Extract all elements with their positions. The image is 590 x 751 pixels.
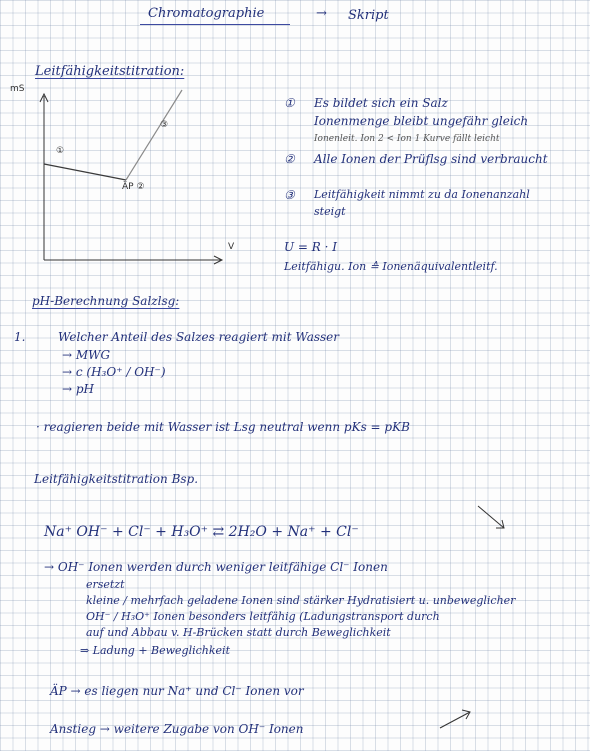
note-3-line-1: Leitfähigkeit nimmt zu da Ionenanzahl: [314, 188, 530, 201]
graph-label-2: ÄP ②: [122, 182, 145, 192]
section3-anstieg-line: Anstieg → weitere Zugabe von OH⁻ Ionen: [50, 722, 304, 736]
section3-line-4: OH⁻ / H₃O⁺ Ionen besonders leitfähig (Ladungstransport durch: [86, 610, 440, 623]
margin-arrow-down-icon: [478, 506, 504, 528]
margin-arrow-up-icon: [440, 710, 470, 728]
note-1-line-2: Ionenmenge bleibt ungefähr gleich: [314, 114, 529, 128]
section3-line-2: ersetzt: [86, 578, 125, 591]
section2-bullet-ph: → pH: [62, 382, 95, 396]
formula-conductivity: Leitfähigu. Ion ≙ Ionenäquivalentleitf.: [284, 260, 498, 273]
page-title: Chromatographie: [148, 6, 265, 21]
section2-item-number: 1.: [14, 330, 26, 344]
note-3-number: ③: [284, 188, 295, 202]
note-3-line-2: steigt: [314, 205, 346, 218]
note-2-line-1: Alle Ionen der Prüflsg sind verbraucht: [314, 152, 548, 166]
section2-title: pH-Berechnung Salzlsg:: [32, 294, 180, 308]
section2-bullet-mwg: → MWG: [62, 348, 111, 362]
graph-y-label: mS: [10, 84, 25, 94]
section1-title: Leitfähigkeitstitration:: [35, 64, 185, 79]
header-arrow: →: [316, 6, 327, 21]
note-1-line-3: Ionenleit. Ion 2 < Ion 1 Kurve fällt leicht: [314, 134, 500, 144]
note-2-number: ②: [284, 152, 295, 166]
section3-line-6: ⇒ Ladung + Beweglichkeit: [80, 644, 230, 657]
section3-line-3: kleine / mehrfach geladene Ionen sind stärker Hydratisiert u. unbeweglicher: [86, 594, 516, 607]
section3-equation: Na⁺ OH⁻ + Cl⁻ + H₃O⁺ ⇄ 2H₂O + Na⁺ + Cl⁻: [44, 524, 359, 540]
header-script: Skript: [348, 8, 389, 23]
graph-x-label: V: [228, 242, 235, 252]
section3-line-1: → OH⁻ Ionen werden durch weniger leitfähige Cl⁻ Ionen: [44, 560, 388, 574]
section2-note: · reagieren beide mit Wasser ist Lsg neutral wenn pKs = pKB: [36, 420, 410, 434]
formula-ohm: U = R · I: [284, 240, 338, 254]
note-1-line-1: Es bildet sich ein Salz: [314, 96, 448, 110]
section3-title: Leitfähigkeitstitration Bsp.: [34, 472, 199, 486]
section2-bullet-conc: → c (H₃O⁺ / OH⁻): [62, 365, 166, 379]
graph-label-1: ①: [56, 146, 65, 156]
graph-label-3: ③: [160, 120, 169, 130]
section3-line-5: auf und Abbau v. H-Brücken statt durch Beweglichkeit: [86, 626, 391, 639]
section2-question: Welcher Anteil des Salzes reagiert mit Wasser: [58, 330, 340, 344]
note-1-number: ①: [284, 96, 295, 110]
section3-aep-line: ÄP → es liegen nur Na⁺ und Cl⁻ Ionen vor: [50, 684, 304, 698]
